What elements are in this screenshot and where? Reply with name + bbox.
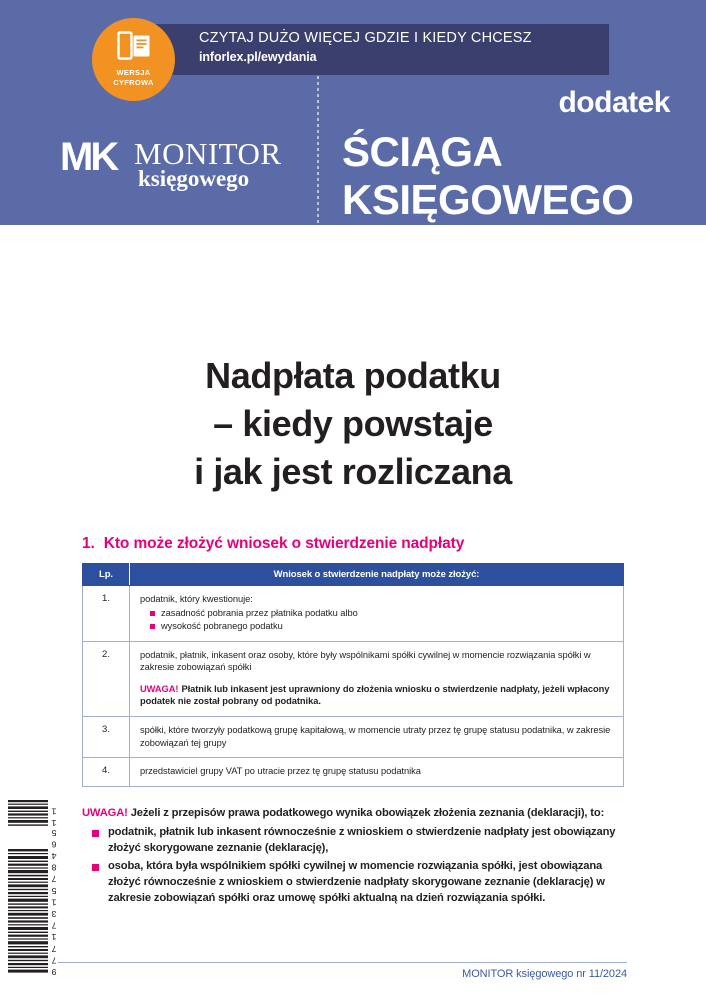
promo-headline: CZYTAJ DUŻO WIĘCEJ GDZIE I KIEDY CHCESZ: [199, 30, 532, 46]
list-item: osoba, która była wspólnikiem spółki cywilnej w momencie rozwiązania spółki, jest obowiązana złożyć równocześnie z wnioskiem o stwierdzenie nadpłaty skorygowane zeznanie (deklarację) w zakresie zobowiązań spółki oraz umowę spółki aktualną na dzień rozwiązania spółki.: [92, 859, 627, 906]
row-number: 3.: [83, 716, 130, 757]
ean-barcode-bars: [8, 848, 48, 976]
monitor-ksiegowego-logo: [60, 137, 310, 199]
badge-label-line2: CYFROWA: [113, 78, 154, 87]
logo-word-monitor: MONITOR: [134, 136, 282, 171]
uwaga-intro: [82, 806, 627, 822]
page-title-line3: i jak jest rozliczana: [194, 451, 512, 492]
series-title-line1: ŚCIĄGA: [342, 128, 503, 175]
issue-barcode-bars: [8, 800, 48, 828]
uwaga-callout: [82, 806, 627, 907]
row-lead-text: podatnik, płatnik, inkasent oraz osoby, które były wspólnikami spółki cywilnej w momencie rozwiązania spółki w zakresie zobowiązań spółki: [140, 649, 591, 673]
series-title-line2: KSIĘGOWEGO: [342, 176, 634, 223]
barcode: [6, 800, 62, 990]
page-title: [0, 352, 706, 496]
digital-version-badge: [92, 18, 175, 101]
header-banner: [0, 0, 706, 225]
table-header-row: [83, 564, 624, 586]
row-content: [130, 758, 624, 787]
section-number: 1.: [82, 535, 95, 552]
supplement-label: dodatek: [558, 86, 670, 119]
footer-issue-label: MONITOR księgowego nr 11/2024: [462, 968, 627, 980]
list-item: zasadność pobrania przez płatnika podatku albo: [150, 607, 613, 620]
badge-label-line1: WERSJA: [116, 68, 151, 77]
list-item: podatnik, płatnik lub inkasent równocześnie z wnioskiem o stwierdzenie nadpłaty jest obowiązany złożyć skorygowane zeznanie (deklarację),: [92, 825, 627, 857]
page-title-line2: – kiedy powstaje: [213, 403, 493, 444]
promo-url: inforlex.pl/ewydania: [199, 50, 317, 64]
ean-barcode-digits: 9771731578465: [49, 825, 59, 976]
uwaga-tag: UWAGA!: [82, 807, 128, 819]
row-content: [130, 641, 624, 716]
row-note: [140, 683, 613, 708]
applicants-table: [82, 563, 624, 787]
uwaga-intro-text: Jeżeli z przepisów prawa podatkowego wynika obowiązek złożenia zeznania (deklaracji), to:: [130, 807, 605, 819]
issue-barcode-digits: 11: [49, 803, 59, 827]
tablet-document-icon: [117, 31, 151, 66]
table-row: [83, 758, 624, 787]
footer-divider: [58, 962, 627, 963]
row-number: 4.: [83, 758, 130, 787]
table-row: [83, 641, 624, 716]
row-lead-text: spółki, które tworzyły podatkową grupę kapitałową, w momencie utraty przez tę grupę statusu podatnika, w zakresie zobowiązań tej grupy: [140, 724, 611, 748]
note-text: Płatnik lub inkasent jest uprawniony do złożenia wniosku o stwierdzenie nadpłaty, jeżeli wpłacony podatek nie został pobrany od podatnika.: [140, 683, 610, 707]
table-row: [83, 716, 624, 757]
row-bullet-list: [140, 607, 613, 633]
section-heading: [82, 535, 464, 553]
column-header-lp: Lp.: [83, 564, 130, 586]
table-body: [83, 586, 624, 787]
row-number: 2.: [83, 641, 130, 716]
row-number: 1.: [83, 586, 130, 642]
logo-word-ksiegowego: księgowego: [138, 166, 250, 191]
column-header-main: Wniosek o stwierdzenie nadpłaty może złożyć:: [130, 564, 624, 586]
row-lead-text: podatnik, który kwestionuje:: [140, 594, 253, 604]
badge-label: [92, 68, 175, 88]
banner-vertical-divider: [317, 58, 319, 225]
note-tag: UWAGA!: [140, 683, 179, 694]
list-item: wysokość pobranego podatku: [150, 620, 613, 633]
table-head: [83, 564, 624, 586]
table-row: [83, 586, 624, 642]
series-title: [342, 128, 633, 224]
row-lead-text: przedstawiciel grupy VAT po utracie przez tę grupę statusu podatnika: [140, 766, 421, 777]
section-heading-text: Kto może złożyć wniosek o stwierdzenie nadpłaty: [103, 535, 465, 552]
row-content: [130, 716, 624, 757]
uwaga-bullet-list: [82, 825, 627, 907]
row-content: [130, 586, 624, 642]
logo-mark-mk: MK: [60, 135, 117, 179]
promo-strip: [133, 24, 609, 75]
page-title-line1: Nadpłata podatku: [205, 355, 501, 396]
